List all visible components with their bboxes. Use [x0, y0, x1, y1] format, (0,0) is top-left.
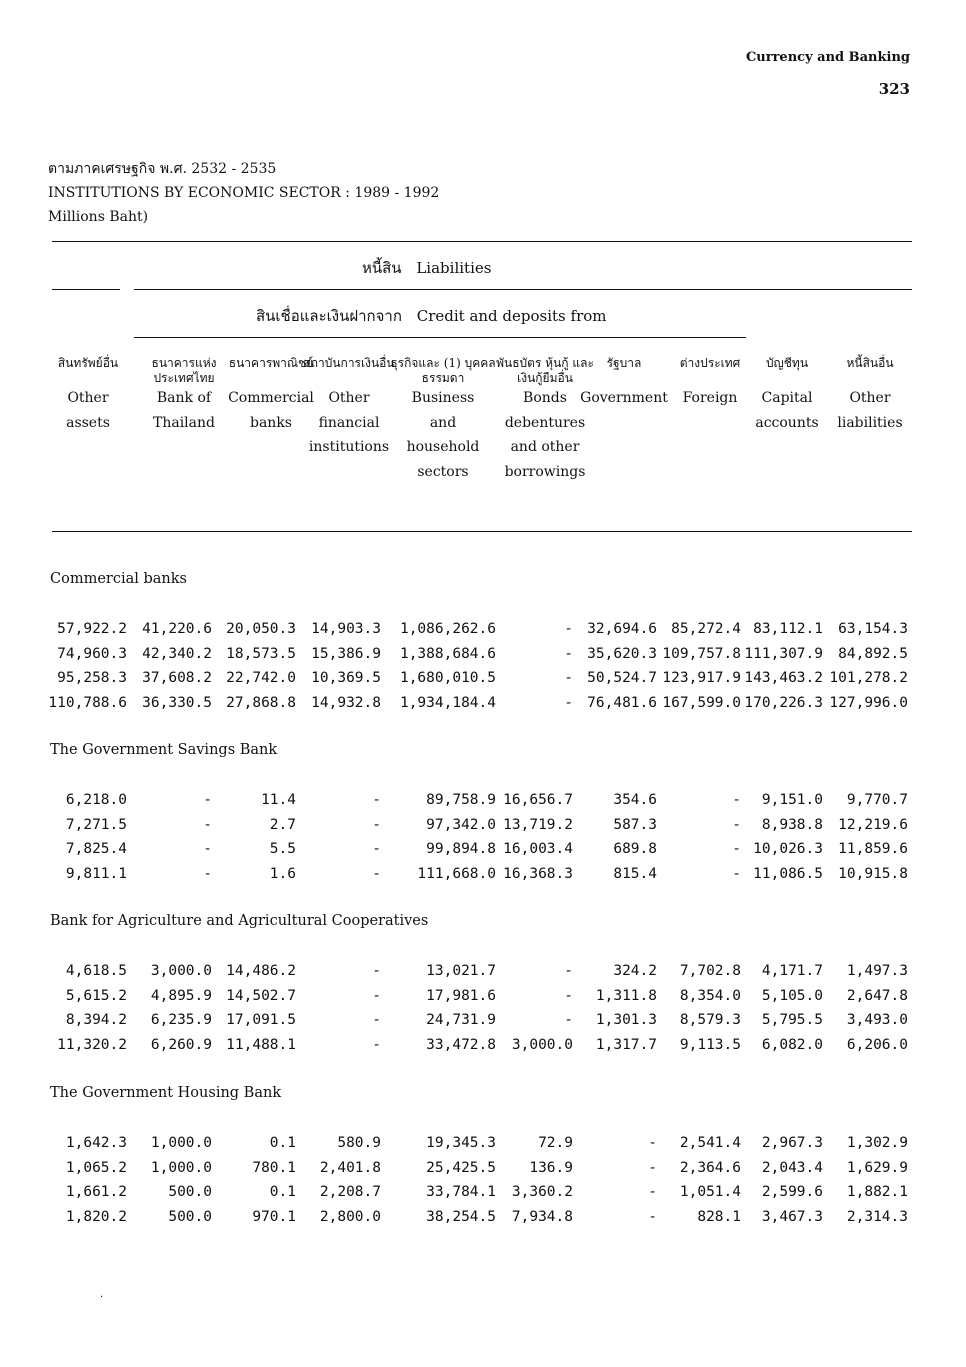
table-cell: 84,892.5	[838, 645, 908, 662]
credit-deposits-banner	[256, 304, 607, 328]
column-header-thai: หนี้สินอื่น	[846, 356, 894, 370]
table-cell: 111,668.0	[417, 865, 496, 882]
table-cell: 10,915.8	[838, 865, 908, 882]
table-cell: -	[732, 792, 741, 808]
section-title: The Government Savings Bank	[50, 742, 278, 758]
column-header-line: Foreign	[682, 390, 738, 406]
table-cell: 324.2	[613, 963, 657, 979]
table-cell: 2,967.3	[761, 1135, 823, 1151]
table-cell: 500.0	[168, 1208, 212, 1225]
table-cell: 27,868.8	[226, 694, 296, 711]
column-header-line: financial	[318, 414, 380, 431]
table-cell: 76,481.6	[587, 694, 657, 711]
table-cell: 7,702.8	[679, 963, 741, 979]
table-cell: 13,021.7	[426, 963, 496, 979]
table-cell: -	[732, 865, 741, 882]
column-header	[388, 356, 498, 484]
table-cell: -	[564, 694, 573, 711]
table-cell: -	[372, 963, 381, 979]
table-cell: -	[564, 670, 573, 686]
table-cell: 85,272.4	[671, 621, 741, 637]
table-cell: 32,694.6	[587, 621, 657, 637]
section-title: The Government Housing Bank	[50, 1085, 282, 1101]
table-cell: 11,859.6	[838, 841, 908, 857]
table-cell: 14,903.3	[311, 621, 381, 637]
table-cell: 111,307.9	[744, 645, 823, 662]
table-cell: 36,330.5	[142, 694, 212, 711]
table-cell: 1,497.3	[846, 963, 908, 979]
table-cell: -	[564, 963, 573, 979]
table-cell: 1,086,262.6	[399, 621, 496, 637]
table-cell: 41,220.6	[142, 621, 212, 637]
table-cell: 9,770.7	[846, 792, 908, 808]
table-cell: 33,784.1	[426, 1184, 496, 1200]
table-cell: 6,206.0	[846, 1036, 908, 1053]
column-header-thai: สินทรัพย์อื่น	[57, 356, 119, 370]
table-cell: -	[372, 816, 381, 833]
table-cell: 89,758.9	[426, 792, 496, 808]
column-header-line: assets	[66, 414, 110, 431]
table-cell: 19,345.3	[426, 1135, 496, 1151]
column-header-line: Capital	[761, 390, 813, 406]
table-cell: 33,472.8	[426, 1036, 496, 1053]
rule-header-bottom	[52, 531, 912, 532]
column-header-line: Other	[67, 390, 109, 406]
table-cell: 587.3	[613, 816, 657, 833]
table-cell: 7,934.8	[511, 1208, 573, 1225]
column-header-line: Bank of	[156, 390, 212, 406]
column-header-line: debentures	[504, 414, 586, 431]
table-cell: 2,364.6	[679, 1159, 741, 1176]
table-cell: 8,938.8	[761, 816, 823, 833]
table-cell: 970.1	[252, 1208, 296, 1225]
table-cell: 57,922.2	[57, 621, 127, 637]
table-cell: 1,051.4	[679, 1184, 741, 1200]
table-cell: 18,573.5	[226, 645, 296, 662]
column-header-line: Business	[411, 390, 475, 406]
table-cell: -	[732, 841, 741, 857]
liabilities-thai: หนี้สิน	[362, 259, 402, 277]
table-cell: 2,800.0	[319, 1208, 381, 1225]
column-header-line: Other	[849, 390, 891, 406]
table-cell: 12,219.6	[838, 816, 908, 833]
table-cell: 16,368.3	[503, 865, 573, 882]
table-cell: 3,000.0	[150, 963, 212, 979]
table-cell: 6,260.9	[150, 1036, 212, 1053]
liabilities-english: Liabilities	[416, 259, 492, 277]
column-header-line: institutions	[308, 439, 390, 455]
table-cell: 101,278.2	[829, 670, 908, 686]
table-cell: 0.1	[269, 1184, 296, 1200]
table-cell: 780.1	[252, 1159, 296, 1176]
table-cell: -	[648, 1184, 657, 1200]
table-cell: 17,091.5	[226, 1012, 296, 1028]
table-cell: -	[372, 792, 381, 808]
page-number: 323	[878, 80, 910, 98]
title-thai: ตามภาคเศรษฐกิจ พ.ศ. 2532 - 2535	[48, 161, 277, 177]
table-cell: 11.4	[261, 792, 296, 808]
column-header-line: Commercial	[228, 390, 314, 406]
table-cell: 38,254.5	[426, 1208, 496, 1225]
table-cell: 1,934,184.4	[399, 694, 496, 711]
column-header-thai: ธนาคารแห่งประเทศไทย	[151, 356, 217, 385]
rule-liabilities	[134, 289, 912, 290]
table-cell: -	[372, 841, 381, 857]
table-cell: 5,795.5	[761, 1012, 823, 1028]
rule-left-short	[52, 289, 120, 290]
table-cell: 8,394.2	[65, 1012, 127, 1028]
table-cell: 8,579.3	[679, 1012, 741, 1028]
table-cell: 500.0	[168, 1184, 212, 1200]
table-cell: 17,981.6	[426, 987, 496, 1004]
table-cell: 24,731.9	[426, 1012, 496, 1028]
table-cell: 9,811.1	[65, 865, 127, 882]
table-cell: 2,541.4	[679, 1135, 741, 1151]
column-header-line: household	[406, 439, 480, 455]
column-header-line: borrowings	[504, 463, 586, 480]
table-cell: 1,388,684.6	[399, 645, 496, 662]
table-cell: 8,354.0	[679, 987, 741, 1004]
table-cell: 11,488.1	[226, 1036, 296, 1053]
table-cell: -	[203, 816, 212, 833]
table-cell: 6,218.0	[65, 792, 127, 808]
table-cell: 10,026.3	[753, 841, 823, 857]
table-cell: 10,369.5	[311, 670, 381, 686]
table-cell: 3,493.0	[846, 1012, 908, 1028]
table-cell: 5,105.0	[761, 987, 823, 1004]
table-cell: -	[732, 816, 741, 833]
table-cell: 42,340.2	[142, 645, 212, 662]
table-cell: 63,154.3	[838, 621, 908, 637]
table-cell: 1,642.3	[65, 1135, 127, 1151]
table-cell: -	[372, 1036, 381, 1053]
column-header-thai: ธนาคารพาณิชย์	[228, 356, 314, 370]
column-header-thai: บัญชีทุน	[765, 356, 809, 370]
stray-mark: ·	[100, 1292, 104, 1303]
table-cell: 97,342.0	[426, 816, 496, 833]
table-cell: 99,894.8	[426, 841, 496, 857]
table-cell: 6,235.9	[150, 1012, 212, 1028]
table-cell: 74,960.3	[57, 645, 127, 662]
running-header: Currency and Banking	[745, 50, 910, 65]
table-cell: 2,208.7	[319, 1184, 381, 1200]
liabilities-banner	[362, 256, 491, 280]
table-cell: 127,996.0	[829, 694, 908, 711]
section-title: Bank for Agriculture and Agricultural Cooperatives	[50, 913, 429, 929]
column-header-line: and other	[510, 439, 580, 455]
table-cell: 35,620.3	[587, 645, 657, 662]
table-cell: 15,386.9	[311, 645, 381, 662]
table-cell: 143,463.2	[744, 670, 823, 686]
table-cell: 109,757.8	[662, 645, 741, 662]
rule-credit	[134, 337, 746, 338]
table-cell: 4,618.5	[65, 963, 127, 979]
column-header-line: banks	[250, 414, 292, 431]
table-cell: 110,788.6	[48, 694, 127, 711]
column-header-thai: สถาบันการเงินอื่น	[303, 356, 395, 370]
table-cell: 1.6	[269, 865, 296, 882]
table-cell: 14,932.8	[311, 694, 381, 711]
table-cell: 2,599.6	[761, 1184, 823, 1200]
column-header-thai: รัฐบาล	[606, 356, 642, 370]
table-cell: 9,113.5	[679, 1036, 741, 1053]
column-header-line: Thailand	[153, 414, 215, 431]
table-cell: 354.6	[613, 792, 657, 808]
table-cell: 4,171.7	[761, 963, 823, 979]
table-cell: 3,467.3	[761, 1208, 823, 1225]
table-cell: -	[564, 1012, 573, 1028]
table-cell: 72.9	[538, 1135, 573, 1151]
table-cell: 167,599.0	[662, 694, 741, 711]
table-cell: 50,524.7	[587, 670, 657, 686]
table-cell: 11,320.2	[57, 1036, 127, 1053]
column-header-thai: ธุรกิจและ (1) บุคคลธรรมดา	[390, 356, 496, 385]
table-cell: 95,258.3	[57, 670, 127, 686]
table-cell: -	[372, 987, 381, 1004]
table-cell: -	[372, 1012, 381, 1028]
table-cell: 14,486.2	[226, 963, 296, 979]
table-cell: 1,680,010.5	[399, 670, 496, 686]
table-cell: 5,615.2	[65, 987, 127, 1004]
column-header-line: sectors	[417, 463, 469, 480]
table-cell: 4,895.9	[150, 987, 212, 1004]
table-cell: 16,656.7	[503, 792, 573, 808]
table-cell: 1,882.1	[846, 1184, 908, 1200]
table-cell: 1,661.2	[65, 1184, 127, 1200]
title-english: INSTITUTIONS BY ECONOMIC SECTOR : 1989 - 1992	[48, 185, 440, 201]
column-header-thai: ต่างประเทศ	[679, 356, 741, 370]
table-cell: 2,043.4	[761, 1159, 823, 1176]
table-cell: 1,000.0	[150, 1135, 212, 1151]
table-cell: 6,082.0	[761, 1036, 823, 1053]
table-cell: 580.9	[337, 1135, 381, 1151]
table-cell: 136.9	[529, 1159, 573, 1176]
table-cell: 1,302.9	[846, 1135, 908, 1151]
table-cell: -	[372, 865, 381, 882]
table-cell: 37,608.2	[142, 670, 212, 686]
table-cell: -	[203, 792, 212, 808]
table-cell: 3,000.0	[511, 1036, 573, 1053]
table-cell: 83,112.1	[753, 621, 823, 637]
title-unit: Millions Baht)	[48, 209, 149, 225]
table-cell: 5.5	[269, 841, 296, 857]
table-cell: 123,917.9	[662, 670, 741, 686]
table-cell: 2,314.3	[846, 1208, 908, 1225]
table-cell: 14,502.7	[226, 987, 296, 1004]
table-cell: 7,271.5	[65, 816, 127, 833]
table-cell: 0.1	[269, 1135, 296, 1151]
column-header-line: Bonds	[523, 390, 567, 406]
table-cell: -	[648, 1135, 657, 1151]
table-cell: 689.8	[613, 841, 657, 857]
table-cell: 1,311.8	[595, 987, 657, 1004]
table-cell: -	[648, 1208, 657, 1225]
table-cell: -	[564, 621, 573, 637]
table-cell: 22,742.0	[226, 670, 296, 686]
table-cell: 1,065.2	[65, 1159, 127, 1176]
table-cell: 815.4	[613, 865, 657, 882]
table-cell: 1,317.7	[595, 1036, 657, 1053]
table-cell: 3,360.2	[511, 1184, 573, 1200]
table-cell: 25,425.5	[426, 1159, 496, 1176]
table-cell: 1,000.0	[150, 1159, 212, 1176]
table-cell: -	[203, 841, 212, 857]
column-header	[815, 356, 925, 435]
column-header-line: accounts	[755, 414, 819, 431]
table-cell: 170,226.3	[744, 694, 823, 711]
section-title: Commercial banks	[50, 571, 187, 587]
table-cell: 2.7	[269, 816, 296, 833]
table-cell: 1,820.2	[65, 1208, 127, 1225]
credit-thai: สินเชื่อและเงินฝากจาก	[256, 307, 402, 325]
table-cell: 1,301.3	[595, 1012, 657, 1028]
table-cell: -	[564, 645, 573, 662]
table-cell: 16,003.4	[503, 841, 573, 857]
table-cell: 2,647.8	[846, 987, 908, 1004]
table-cell: 2,401.8	[319, 1159, 381, 1176]
table-cell: -	[564, 987, 573, 1004]
table-cell: -	[648, 1159, 657, 1176]
table-cell: 7,825.4	[65, 841, 127, 857]
table-cell: 1,629.9	[846, 1159, 908, 1176]
column-header-line: Government	[580, 390, 668, 406]
column-header-line: and	[429, 414, 457, 431]
table-cell: 9,151.0	[761, 792, 823, 808]
table-cell: 13,719.2	[503, 816, 573, 833]
column-header-line: Other	[328, 390, 370, 406]
column-header-thai: พันธบัตร หุ้นกู้ และเงินกู้ยืมอื่น	[496, 356, 594, 385]
table-cell: 828.1	[697, 1208, 741, 1225]
column-header-line: liabilities	[837, 414, 903, 431]
credit-english: Credit and deposits from	[416, 307, 607, 325]
table-cell: 20,050.3	[226, 621, 296, 637]
table-cell: 11,086.5	[753, 865, 823, 882]
table-cell: -	[203, 865, 212, 882]
rule-top	[52, 241, 912, 242]
column-header	[33, 356, 143, 435]
